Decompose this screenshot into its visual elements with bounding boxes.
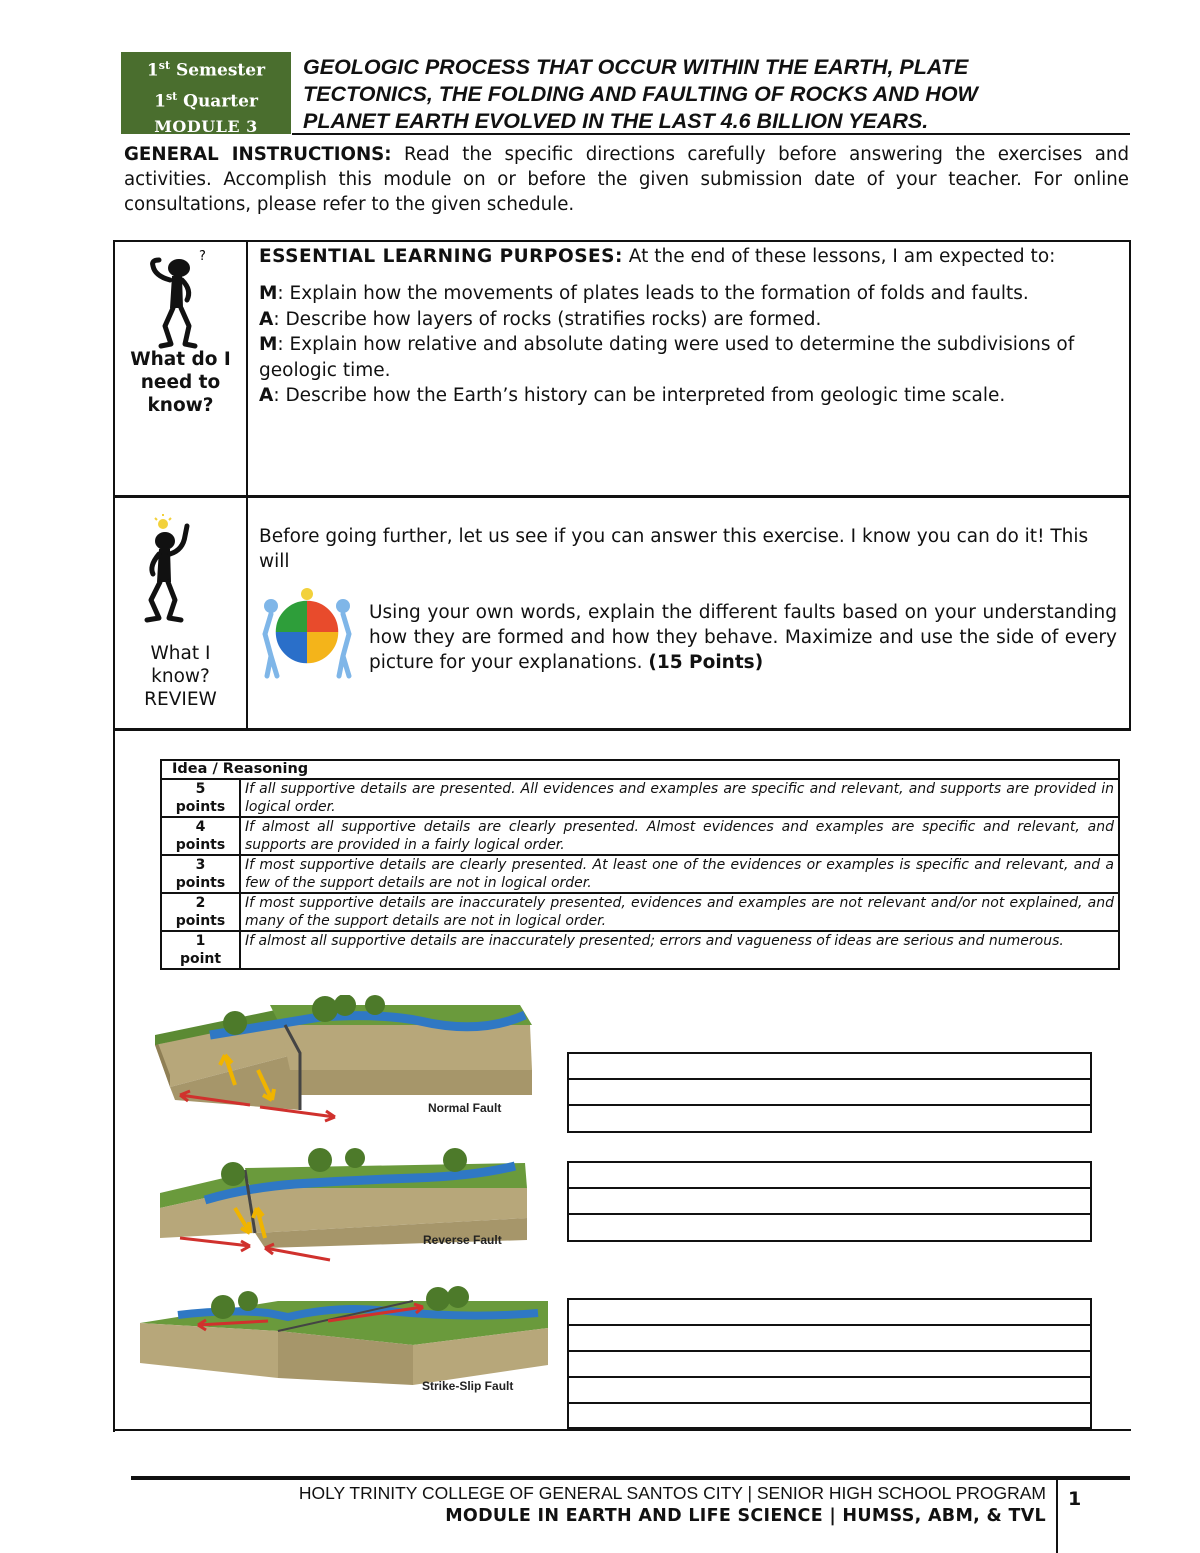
reverse-fault-diagram [155,1148,540,1273]
title-line: PLANET EARTH EVOLVED IN THE LAST 4.6 BILLION YEARS. [303,109,929,133]
idea-person-icon [139,514,209,630]
what-i-know-label: What I know? REVIEW [144,643,217,710]
general-instructions-label: GENERAL INSTRUCTIONS: [124,144,392,165]
purpose-item: M: Explain how the movements of plates leads to the formation of folds and faults. [259,283,1029,305]
title-line: GEOLOGIC PROCESS THAT OCCUR WITHIN THE EARTH, PLATE [303,55,969,79]
module-title [303,54,1103,135]
table-row [161,817,1119,855]
rubric-table [160,759,1120,970]
module-label: MODULE 3 [154,117,258,137]
answer-lines[interactable] [567,1161,1092,1242]
section-bottom-rule [113,1429,1131,1431]
rubric-points: 1 point [161,931,240,969]
rubric-description: If almost all supportive details are inaccurately presented; errors and vagueness of ideas are serious and numerous. [240,931,1119,969]
answer-line[interactable] [569,1378,1090,1404]
answer-line[interactable] [569,1163,1090,1189]
footer-divider [131,1476,1130,1480]
answer-line[interactable] [569,1054,1090,1080]
strike-slip-fault-diagram [138,1283,553,1403]
rubric-points: 5 points [161,779,240,817]
rubric-description: If all supportive details are presented. All evidences and examples are specific and relevant, and supports are provided in logical order. [240,779,1119,817]
column-divider [246,242,248,495]
rubric-points: 4 points [161,817,240,855]
fault-label: Strike-Slip Fault [422,1379,514,1393]
purpose-item: A: Describe how the Earth’s history can be interpreted from geologic time scale. [259,385,1006,407]
learning-purposes-content [259,244,1117,408]
module-subject: MODULE IN EARTH AND LIFE SCIENCE | HUMSS, ABM, & TVL [445,1506,1046,1526]
module-badge [121,52,291,137]
answer-lines[interactable] [567,1298,1092,1429]
general-instructions [124,142,1129,217]
purpose-item: A: Describe how layers of rocks (stratifies rocks) are formed. [259,308,822,330]
puzzle-globe-icon [257,584,355,684]
what-do-i-need-to-know-label: What do I need to know? [130,349,231,416]
rubric-points: 2 points [161,893,240,931]
what-i-know-section [113,496,1131,730]
answer-line[interactable] [569,1080,1090,1106]
learning-purposes-section [113,240,1131,497]
title-divider [292,133,1130,135]
rubric-description: If most supportive details are clearly presented. At least one of the evidences or examples is specific and relevant, and a few of the support details are not in logical order. [240,855,1119,893]
semester-line: 1st Semester [146,59,266,81]
general-instructions-text: Read the specific directions carefully before answering the exercises and activities. Accomplish this module on or before the given submission date of your teacher. For online consultations, please refer to the given schedule. [124,144,1129,215]
what-i-know-intro: Before going further, let us see if you can answer this exercise. I know you can do it! This will [259,526,1089,573]
thinking-person-icon [137,246,227,352]
footer-page-divider [1056,1480,1058,1553]
answer-line[interactable] [569,1352,1090,1378]
table-row [161,855,1119,893]
rubric-description: If most supportive details are inaccurately presented, evidences and examples are not relevant and/or not explained, and many of the support details are not in logical order. [240,893,1119,931]
rubric-header: Idea / Reasoning [161,760,1119,779]
title-line: TECTONICS, THE FOLDING AND FAULTING OF ROCKS AND HOW [303,82,978,106]
table-row [161,931,1119,969]
answer-line[interactable] [569,1106,1090,1131]
school-name: HOLY TRINITY COLLEGE OF GENERAL SANTOS CITY | SENIOR HIGH SCHOOL PROGRAM [298,1483,1046,1503]
fault-label: Normal Fault [428,1101,502,1115]
answer-line[interactable] [569,1326,1090,1352]
answer-lines[interactable] [567,1052,1092,1133]
answer-line[interactable] [569,1215,1090,1240]
normal-fault-diagram [150,995,540,1125]
fault-instruction: Using your own words, explain the different faults based on your understanding how they are formed and how they behave. Maximize and use the side of every picture for your explanations. (15 Points) [369,602,1117,673]
table-row [161,893,1119,931]
points-label: (15 Points) [648,652,764,673]
answer-line[interactable] [569,1300,1090,1326]
rubric-description: If almost all supportive details are clearly presented. Almost evidences and examples are specific and relevant, and supports are provided in a fairly logical order. [240,817,1119,855]
table-row [161,779,1119,817]
fault-label: Reverse Fault [423,1233,502,1247]
quarter-line: 1st Quarter [154,89,258,112]
rubric-points: 3 points [161,855,240,893]
purpose-item: M: Explain how relative and absolute dating were used to determine the subdivisions of geologic time. [259,334,1075,381]
answer-line[interactable] [569,1404,1090,1427]
learning-purposes-intro: ESSENTIAL LEARNING PURPOSES: At the end of these lessons, I am expected to: [259,246,1056,267]
page-number: 1 [1068,1488,1082,1510]
svg-text:?: ? [199,249,206,264]
column-divider [246,498,248,728]
answer-line[interactable] [569,1189,1090,1215]
